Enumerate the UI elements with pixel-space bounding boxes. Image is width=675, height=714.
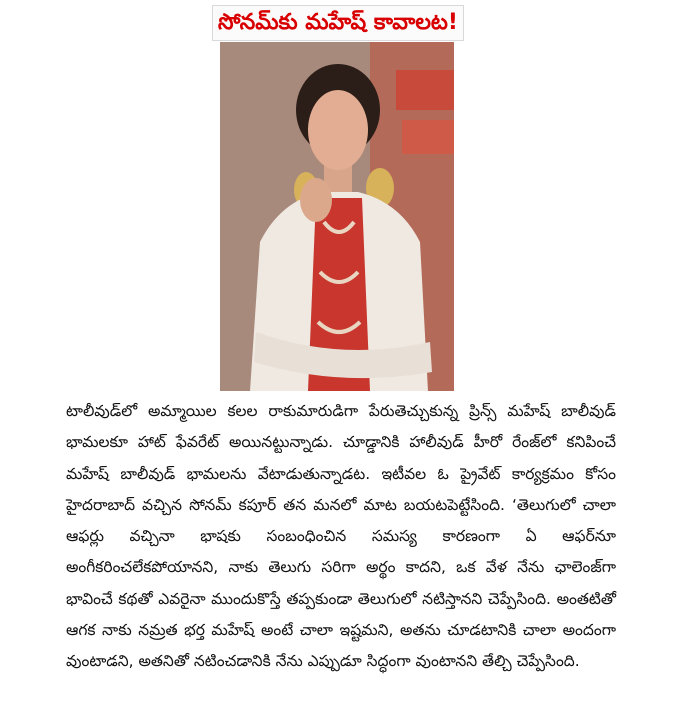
actress-photo-illustration — [220, 42, 454, 391]
face-shape — [308, 90, 368, 170]
article-body: టాలీవుడ్‌లో అమ్మాయిల కలల రాకుమారుడిగా పేరుతెచ్చుకున్న ప్రిన్స్ మహేష్ బాలీవుడ్ భామలకూ హాట్ ఫేవరేట్ అయినట్టున్నాడు. చూడ్డానికి హాలీవుడ్ హీరో రేంజ్‌లో కనిపించే మహేష్ బాలీవుడ్ భామలను వేటాడుతున్నాడట. ఇటీవల ఓ ప్రైవేట్ కార్యక్రమం కోసం హైదరాబాద్ వచ్చిన సోనమ్ కపూర్ తన మనలో మాట బయటపెట్టేసింది. ‘తెలుగులో చాలా ఆఫర్లు వచ్చినా భాషకు సంబంధించిన సమస్య కారణంగా ఏ ఆఫర్‌నూ అంగీకరించలేకపోయానని, నాకు తెలుగు సరిగా అర్థం కాదని, ఒక వేళ నేను ఛాలెంజ్‌గా భావించే కథతో ఎవరైనా ముందుకొస్తే తప్పకుండా తెలుగులో నటిస్తానని చెప్పేసింది. అంతటితో ఆగక నాకు నమ్రత భర్త మహేష్ అంటే చాలా ఇష్టమని, అతను చూడటానికి చాలా అందంగా వుంటాడని, అతనితో నటించడానికి నేను ఎప్పుడూ సిద్ధంగా వుంటానని తేల్చి చెప్పేసింది. — [66, 402, 616, 671]
poster-panel — [396, 70, 454, 110]
raised-hand — [300, 178, 332, 222]
article-headline: సోనమ్‌కు మహేష్ కావాలట! — [212, 5, 464, 41]
poster-panel — [402, 120, 454, 154]
article-photo — [220, 42, 454, 391]
